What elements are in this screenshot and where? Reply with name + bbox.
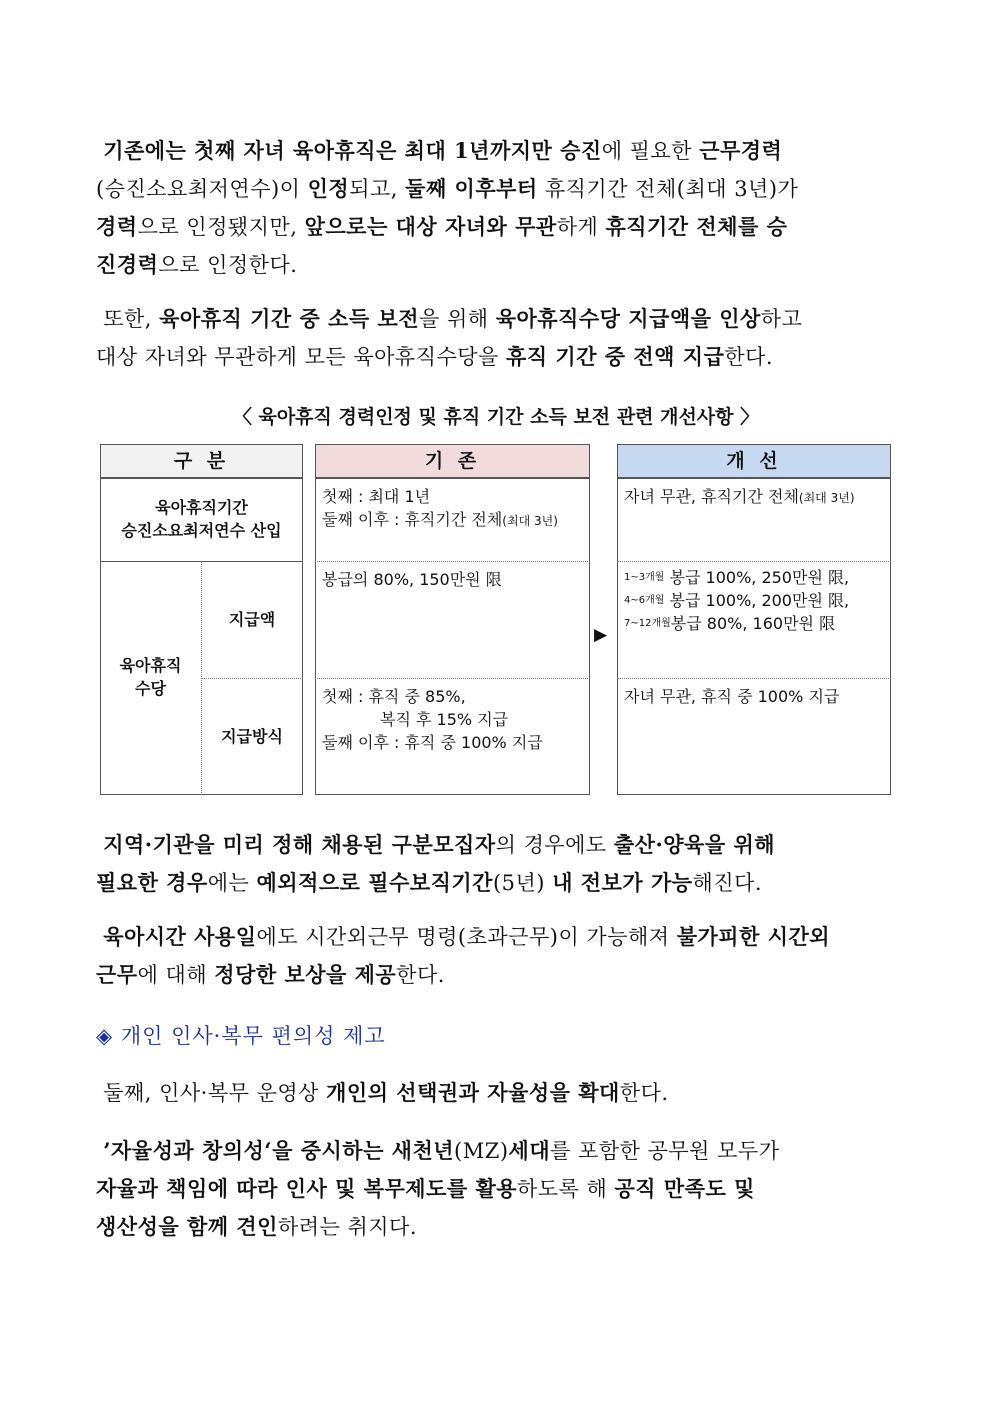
para3-line1 (96, 826, 896, 864)
section-heading-text: 개인 인사·복무 편의성 제고 (120, 1024, 386, 1048)
period-label: 1~3개월 (624, 572, 665, 583)
row1-after (624, 485, 889, 510)
text: 봉급 80%, 160만원 限 (670, 614, 836, 633)
text-bold: 생산성을 함께 견인 (96, 1214, 278, 1239)
para5-line1 (96, 1074, 896, 1112)
text: 한다. (619, 1081, 669, 1105)
text: 또한, (103, 307, 160, 331)
text-small: (최대 3년) (502, 514, 558, 528)
row3-before-line1: 첫째 : 휴직 중 85%, (322, 687, 466, 706)
divider (201, 678, 303, 679)
row1-label-line2: 승진소요최저연수 산입 (121, 521, 282, 540)
text: 하려는 취지다. (277, 1215, 417, 1239)
para1-line3 (96, 208, 896, 246)
text-bold: 육아휴직수당 지급액을 인상 (495, 306, 761, 331)
para4-line2 (96, 956, 896, 994)
text: 되고, (349, 177, 406, 201)
header-before: 기 존 (315, 444, 590, 478)
text: 휴직기간 전체(최대 3년)가 (537, 177, 799, 201)
text: 의 경우에도 (495, 833, 614, 857)
row1-label-line1: 육아휴직기간 (155, 498, 248, 517)
paragraph-autonomy (96, 1074, 896, 1112)
period-label: 4~6개월 (624, 595, 665, 606)
row2-after-item (624, 589, 889, 612)
text-bold: 내 전보가 가능 (552, 870, 693, 895)
diamond-bullet-icon: ◈ (96, 1024, 114, 1048)
text: 봉급 100%, 200만원 限, (669, 591, 850, 610)
divider (315, 678, 590, 679)
text-bold: 출산·양육을 위해 (613, 832, 776, 857)
text: 으로 인정됐지만, (137, 215, 305, 239)
paragraph-mz-generation (96, 1132, 896, 1246)
row3-before (322, 685, 587, 754)
para6-line1 (96, 1132, 896, 1170)
arrow-icon: ▶ (594, 625, 608, 645)
para6-line2 (96, 1170, 896, 1208)
text-bold: 앞으로는 대상 자녀와 무관 (304, 214, 557, 239)
text: 에는 (207, 871, 257, 895)
text: 자녀 무관, 휴직기간 전체 (624, 487, 799, 506)
row3-before-line2: 복직 후 15% 지급 (380, 710, 509, 729)
row1-label (100, 496, 303, 542)
text: 을 위해 (419, 307, 496, 331)
text: 한다. (396, 963, 445, 987)
row2-before: 봉급의 80%, 150만원 限 (322, 570, 502, 589)
text: 둘째 이후 : 휴직기간 전체 (322, 510, 503, 529)
text: 에 필요한 (601, 139, 700, 163)
text-bold: 불가피한 시간외 (676, 924, 831, 949)
text: 를 포함한 공무원 모두가 (550, 1139, 780, 1163)
row1-before (322, 485, 587, 533)
divider (617, 678, 891, 679)
para2-line2 (96, 338, 896, 376)
text: 둘째, 인사·복무 운영상 (103, 1081, 327, 1105)
row2-after-item (624, 612, 889, 635)
paragraph-income-preservation (96, 300, 896, 376)
text-bold: 공직 만족도 및 (614, 1176, 755, 1201)
allowance-group-label (100, 654, 201, 700)
header-after: 개 선 (617, 444, 891, 478)
divider (201, 561, 202, 795)
text-bold: 근무 (96, 962, 138, 987)
para6-line3 (96, 1208, 896, 1246)
text: 봉급 100%, 250만원 限, (669, 568, 850, 587)
text: 대상 자녀와 무관하게 모든 육아휴직수당을 (96, 345, 507, 369)
para4-line1 (96, 918, 896, 956)
text-bold: 인정 (307, 176, 350, 201)
text-bold: 기존에는 (103, 138, 195, 163)
paragraph-transfer-exception (96, 826, 896, 902)
table-title: 〈 육아휴직 경력인정 및 휴직 기간 소득 보전 관련 개선사항 〉 (232, 406, 760, 428)
text-bold: ’자율성과 창의성‘을 중시하는 새천년 (103, 1138, 455, 1163)
text: 하도록 해 (517, 1177, 615, 1201)
row1-before-line2 (322, 508, 587, 533)
text-bold: 개인의 선택권과 자율성을 확대 (326, 1080, 620, 1105)
after-column (617, 478, 891, 795)
row3-label: 지급방식 (221, 727, 283, 746)
text: 해진다. (692, 871, 763, 895)
text-bold: 휴직 기간 중 전액 지급 (506, 344, 725, 369)
para1-line2 (96, 170, 896, 208)
group-label-line2: 수당 (135, 679, 166, 698)
text: 하게 (556, 215, 606, 239)
text-bold: 둘째 이후부터 (405, 176, 538, 201)
text-bold: 휴직기간 전체를 승 (605, 214, 788, 239)
para2-line1 (96, 300, 896, 338)
text-bold: 육아휴직 기간 중 소득 보전 (159, 306, 420, 331)
text-bold: 정당한 보상을 제공 (214, 962, 397, 987)
text: (MZ) (454, 1139, 509, 1163)
text-bold: 경력 (96, 214, 138, 239)
text: 에 대해 (137, 963, 215, 987)
divider (315, 561, 590, 562)
para3-line2 (96, 864, 896, 902)
paragraph-career-recognition (96, 132, 896, 284)
text: (5년) (492, 871, 553, 895)
para1-line1 (96, 132, 896, 170)
group-label-line1: 육아휴직 (119, 656, 182, 675)
row2-after (624, 566, 889, 635)
text-small: (최대 3년) (798, 491, 855, 505)
text-bold: 진경력 (96, 252, 159, 277)
row2-label: 지급액 (228, 610, 276, 629)
row3-after: 자녀 무관, 휴직 중 100% 지급 (624, 687, 840, 706)
row1-before-line1: 첫째 : 최대 1년 (322, 487, 431, 506)
period-label: 7~12개월 (624, 618, 671, 629)
text: 으로 인정한다. (158, 253, 298, 277)
text: (승진소요최저연수)이 (96, 177, 308, 201)
text: 에도 시간외근무 명령(초과근무)이 가능해져 (256, 925, 677, 949)
text-bold: 예외적으로 필수보직기간 (256, 870, 493, 895)
text-bold: 첫째 자녀 육아휴직은 최대 1년까지만 승진 (194, 138, 602, 163)
row3-before-line3: 둘째 이후 : 휴직 중 100% 지급 (322, 733, 543, 752)
text-bold: 세대 (508, 1138, 551, 1163)
section-heading (96, 1020, 386, 1050)
text-bold: 지역·기관을 미리 정해 채용된 구분모집자 (103, 832, 496, 857)
text-bold: 자율과 책임에 따라 인사 및 복무제도를 활용 (96, 1176, 518, 1201)
paragraph-overtime (96, 918, 896, 994)
header-category: 구 분 (100, 444, 303, 478)
text: 한다. (724, 345, 774, 369)
text-bold: 육아시간 사용일 (103, 924, 257, 949)
text: 하고 (760, 307, 803, 331)
divider (617, 561, 891, 562)
para1-line4 (96, 246, 896, 284)
row2-after-item (624, 566, 889, 589)
text-bold: 필요한 경우 (96, 870, 208, 895)
text-bold: 근무경력 (699, 138, 783, 163)
